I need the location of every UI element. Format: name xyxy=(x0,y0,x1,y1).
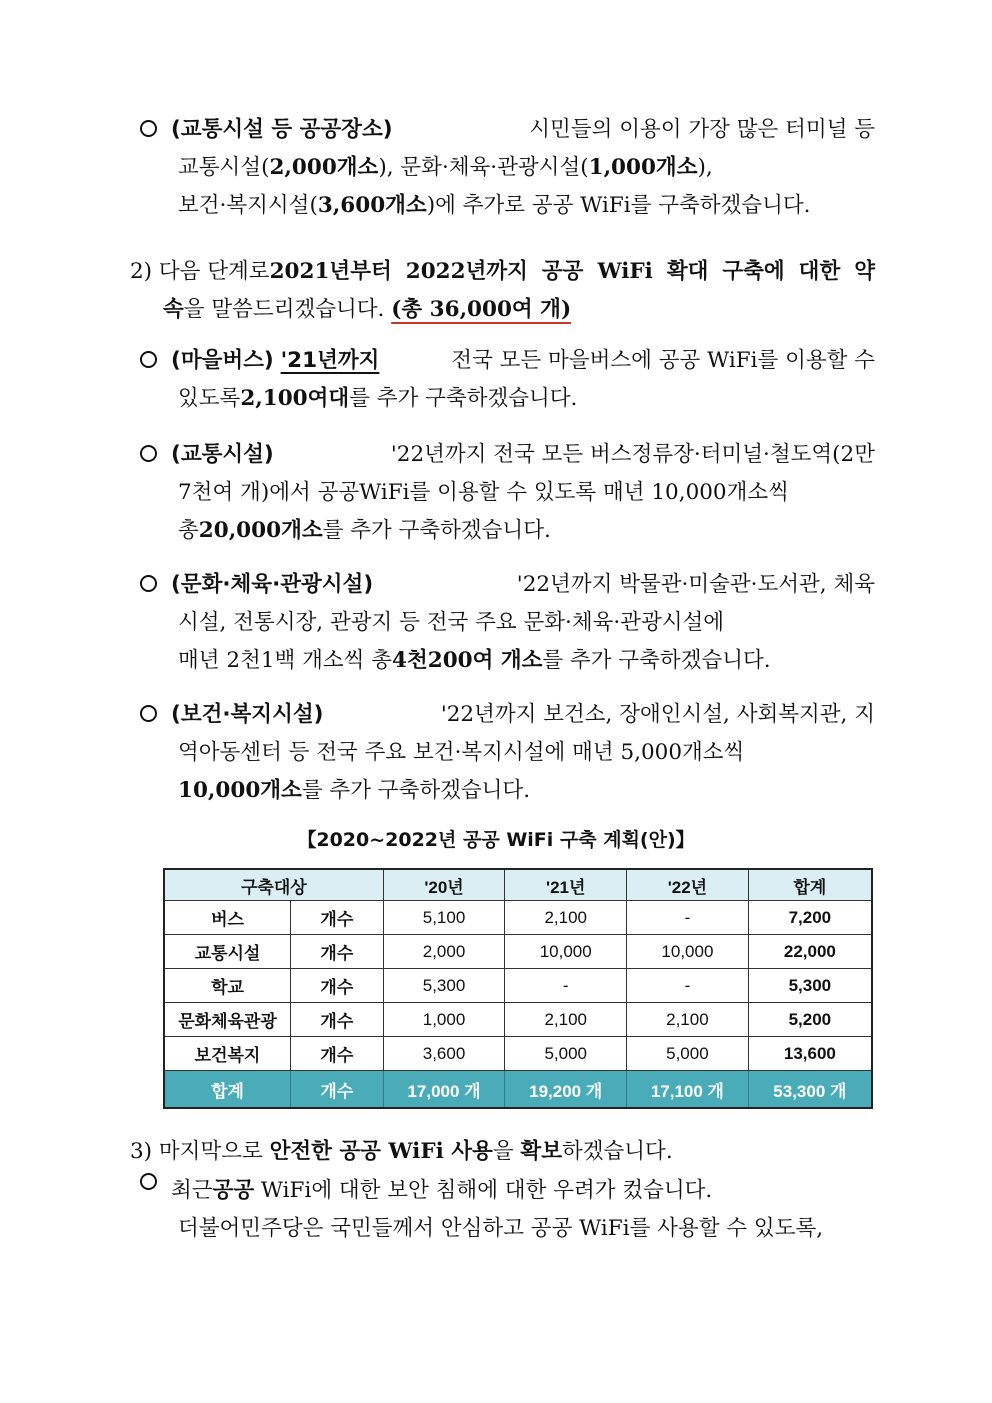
bullet-welfare xyxy=(140,696,875,810)
table-cell: 합계 xyxy=(164,1071,291,1109)
bullet-text: ), xyxy=(697,155,713,180)
table-cell: 문화체육관광 xyxy=(164,1003,291,1037)
table-cell: 개수 xyxy=(291,1037,384,1071)
bullet-text: 를 추가 구축하겠습니다. xyxy=(542,648,771,673)
bullet-text: ), 문화·체육·관광시설( xyxy=(378,155,589,180)
section-text: 3) 마지막으로 xyxy=(130,1139,270,1164)
table-cell: 7,200 xyxy=(748,901,872,935)
circle-bullet-icon xyxy=(140,351,157,368)
table-header-cell: '21년 xyxy=(505,869,627,901)
table-cell: 3,600 xyxy=(383,1037,505,1071)
bullet-text: WiFi에 대한 보안 침해에 대한 우려가 컸습니다. xyxy=(254,1178,713,1203)
table-cell: - xyxy=(627,901,749,935)
bullet-header: (마을버스) xyxy=(171,348,274,373)
bullet-text: 전국 모든 마을버스에 공공 WiFi를 이용할 수 xyxy=(451,348,875,373)
bullet-emphasis: 2,100여대 xyxy=(240,386,350,411)
bullet-text: '22년까지 박물관·미술관·도서관, 체육 xyxy=(516,572,875,597)
bullet-text: '22년까지 전국 모든 버스정류장·터미널·철도역(2만 xyxy=(390,442,875,467)
bullet-emphasis: '21년까지 xyxy=(280,348,380,373)
table-header-cell: 구축대상 xyxy=(164,869,383,901)
table-cell: 2,000 xyxy=(383,935,505,969)
circle-bullet-icon xyxy=(140,575,157,592)
table-cell: 2,100 xyxy=(627,1003,749,1037)
bullet-emphasis: 2,000개소 xyxy=(269,155,379,180)
table-header-cell: '22년 xyxy=(627,869,749,901)
bullet-header: (보건·복지시설) xyxy=(171,702,324,727)
bullet-text: 보건·복지시설( xyxy=(178,193,318,218)
bullet-text: 시민들의 이용이 가장 많은 터미널 등 xyxy=(529,117,875,142)
total-count-badge: (총 36,000여 개) xyxy=(391,297,572,322)
bullet-emphasis: 20,000개소 xyxy=(198,518,323,543)
bullet-emphasis: 공공 xyxy=(212,1178,255,1203)
section-emphasis: 확보 xyxy=(520,1139,562,1164)
bullet-text: 를 추가 구축하겠습니다. xyxy=(322,518,551,543)
table-row xyxy=(164,935,872,969)
table-cell: 버스 xyxy=(164,901,291,935)
table-header-cell: '20년 xyxy=(383,869,505,901)
table-cell: 22,000 xyxy=(748,935,872,969)
bullet-emphasis: 10,000개소 xyxy=(178,778,302,803)
table-cell: 2,100 xyxy=(505,1003,627,1037)
section-text: 2) 다음 단계로 xyxy=(130,259,270,284)
bullet-text: '22년까지 보건소, 장애인시설, 사회복지관, 지 xyxy=(440,702,875,727)
bullet-text: 를 추가 구축하겠습니다. xyxy=(301,778,531,803)
bullet-emphasis: 1,000개소 xyxy=(588,155,698,180)
bullet-header: (교통시설 등 공공장소) xyxy=(171,117,393,142)
table-cell: 개수 xyxy=(291,1071,384,1109)
table-cell: 학교 xyxy=(164,969,291,1003)
table-cell: 2,100 xyxy=(505,901,627,935)
section-emphasis: 2021년부터 2022년까지 공공 WiFi 확대 구축에 대한 약 xyxy=(269,259,875,284)
wifi-plan-table xyxy=(163,868,873,1109)
table-cell: 19,200 개 xyxy=(505,1071,627,1109)
circle-bullet-icon xyxy=(140,705,157,722)
bullet-header: (교통시설) xyxy=(171,442,274,467)
bullet-text: 더불어민주당은 국민들께서 안심하고 공공 WiFi를 사용할 수 있도록, xyxy=(178,1216,824,1241)
table-cell: 17,100 개 xyxy=(627,1071,749,1109)
section-text: 을 말씀드리겠습니다. xyxy=(183,297,392,322)
bullet-text: 7천여 개)에서 공공WiFi를 이용할 수 있도록 매년 10,000개소씩 xyxy=(178,480,789,505)
bullet-text: 총 xyxy=(178,518,199,543)
table-cell: 개수 xyxy=(291,935,384,969)
bullet-text: 역아동센터 등 전국 주요 보건·복지시설에 매년 5,000개소씩 xyxy=(178,740,745,765)
bullet-text: )에 추가로 공공 WiFi를 구축하겠습니다. xyxy=(426,193,811,218)
section-text: 을 xyxy=(492,1139,521,1164)
section-2 xyxy=(130,253,875,329)
table-row xyxy=(164,901,872,935)
bullet-text: 시설, 전통시장, 관광지 등 전국 주요 문화·체육·관광시설에 xyxy=(178,610,725,635)
table-cell: - xyxy=(505,969,627,1003)
table-cell: 5,300 xyxy=(748,969,872,1003)
table-cell: 17,000 개 xyxy=(383,1071,505,1109)
section-3 xyxy=(130,1133,875,1171)
bullet-emphasis: 4천200여 개소 xyxy=(392,648,543,673)
circle-bullet-icon xyxy=(140,1173,157,1190)
bullet-text: 최근 xyxy=(171,1178,213,1203)
section-emphasis: 안전한 공공 WiFi 사용 xyxy=(269,1139,493,1164)
table-cell: 5,000 xyxy=(627,1037,749,1071)
bullet-text: 를 추가 구축하겠습니다. xyxy=(349,386,578,411)
bullet-header: (문화·체육·관광시설) xyxy=(171,572,374,597)
table-cell: 5,200 xyxy=(748,1003,872,1037)
table-row xyxy=(164,969,872,1003)
bullet-security xyxy=(140,1172,875,1248)
bullet-text: 있도록 xyxy=(178,386,241,411)
bullet-text: 교통시설( xyxy=(178,155,270,180)
table-cell: 10,000 xyxy=(627,935,749,969)
circle-bullet-icon xyxy=(140,120,157,137)
table-cell: 보건복지 xyxy=(164,1037,291,1071)
table-header-cell: 합계 xyxy=(748,869,872,901)
table-title: 【2020~2022년 공공 WiFi 구축 계획(안)】 xyxy=(297,829,695,851)
table-cell: - xyxy=(627,969,749,1003)
bullet-village-bus xyxy=(140,342,875,418)
table-header-row xyxy=(164,869,872,901)
table-cell: 10,000 xyxy=(505,935,627,969)
bullet-culture xyxy=(140,566,875,680)
table-cell: 5,300 xyxy=(383,969,505,1003)
table-row xyxy=(164,1037,872,1071)
section-text: 하겠습니다. xyxy=(561,1139,673,1164)
table-cell: 교통시설 xyxy=(164,935,291,969)
bullet-transport xyxy=(140,436,875,550)
table-row xyxy=(164,1003,872,1037)
section-emphasis: 속 xyxy=(163,297,184,322)
table-cell: 개수 xyxy=(291,1003,384,1037)
bullet-public-places xyxy=(140,111,875,225)
bullet-text: 매년 2천1백 개소씩 총 xyxy=(178,648,393,673)
table-cell: 개수 xyxy=(291,969,384,1003)
table-cell: 1,000 xyxy=(383,1003,505,1037)
circle-bullet-icon xyxy=(140,445,157,462)
table-cell: 53,300 개 xyxy=(748,1071,872,1109)
table-total-row xyxy=(164,1071,872,1109)
table-cell: 5,100 xyxy=(383,901,505,935)
table-cell: 5,000 xyxy=(505,1037,627,1071)
table-cell: 개수 xyxy=(291,901,384,935)
table-cell: 13,600 xyxy=(748,1037,872,1071)
bullet-emphasis: 3,600개소 xyxy=(317,193,427,218)
